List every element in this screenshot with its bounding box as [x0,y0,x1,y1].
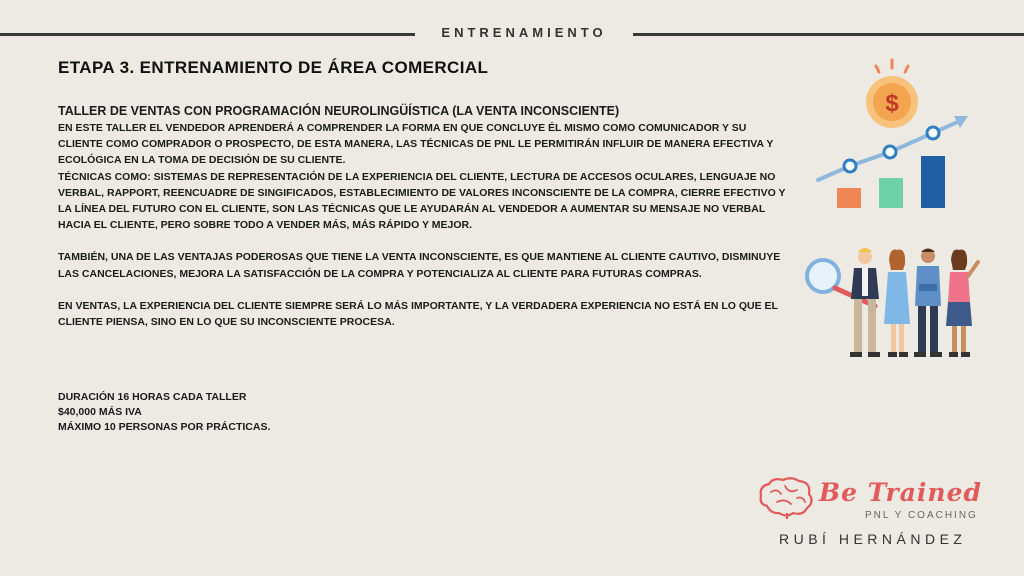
brand-person-name: RUBÍ HERNÁNDEZ [779,531,967,547]
page-title: ETAPA 3. ENTRENAMIENTO DE ÁREA COMERCIAL [58,58,489,77]
course-intro: EN ESTE TALLER EL VENDEDOR APRENDERÁ A COMPRENDER LA FORMA EN QUE CONCLUYE ÉL MISMO COMO COMUNICADOR Y SU CLIENTE COMO COMPRADOR O PROSPECTO, DE ESTA MANERA, LAS TÉCNICAS DE PNL LE PERMITIRÁN INFLUIR DE MANERA EFECTIVA Y ECOLÓGICA EN LA TOMA DE DECISIÓN DE SU CLIENTE. [58,122,774,167]
section-label: ENTRENAMIENTO [441,25,607,40]
brand-name: Be Trained [819,478,982,507]
header-rule-right [633,33,1024,36]
course-subtitle: TALLER DE VENTAS CON PROGRAMACIÓN NEUROLINGÜÍSTICA (LA VENTA INCONSCIENTE) [58,104,620,118]
person-2 [884,249,910,357]
course-benefits: TAMBIÉN, UNA DE LAS VENTAJAS PODEROSAS QUE TIENE LA VENTA INCONSCIENTE, ES QUE MANTIENE AL CLIENTE CAUTIVO, DISMINUYE LAS CANCELACIONES, MEJORA LA SATISFACCIÓN DE LA COMPRA Y POTENCIALIZA AL CLIENTE PARA FUTURAS COMPRAS. [58,251,781,280]
chart-bar-2 [879,178,903,208]
person-4 [946,249,978,357]
course-price: $40,000 MÁS IVA [58,406,142,418]
course-capacity: MÁXIMO 10 PERSONAS POR PRÁCTICAS. [58,421,271,433]
course-duration: DURACIÓN 16 HORAS CADA TALLER [58,391,247,403]
course-techniques: TÉCNICAS COMO: SISTEMAS DE REPRESENTACIÓN DE LA EXPERIENCIA DEL CLIENTE, LECTURA DE ACCESOS OCULARES, LENGUAJE NO VERBAL, RAPPORT, REENCUADRE DE SINGIFICADOS, ESTABLECIMIENTO DE VALORES INCONSCIENTE DE LA COMPRA, CIERRE EFECTIVO Y LA LÍNEA DEL FUTURO CON EL CLIENTE, SON LAS TÉCNICAS QUE LE AYUDARÁN AL VENDEDOR A AUMENTAR SU MENSAJE NO VERBAL HACIA EL CLIENTE, PERO SOBRE TODO A VENDER MÁS, MÁS RÁPIDO Y MEJOR. [58,170,786,232]
chart-bar-1 [837,188,861,208]
dollar-coin-icon [866,60,918,128]
course-closing: EN VENTAS, LA EXPERIENCIA DEL CLIENTE SIEMPRE SERÁ LO MÁS IMPORTANTE, Y LA VERDADERA EXPERIENCIA NO ESTÁ EN LO QUE EL CLIENTE PIENSA, SINO EN LO QUE SU INCONSCIENTE PROCESA. [58,299,778,329]
svg-text:$: $ [885,90,899,117]
business-team-illustration [800,244,990,364]
brand-tagline: PNL Y COACHING [865,510,978,521]
header-rule-left [0,33,415,36]
growth-chart-icon [800,52,980,212]
brain-icon [757,476,815,520]
chart-bar-3 [921,156,945,208]
course-details [58,390,270,435]
person-3 [914,249,942,358]
course-description [58,104,788,330]
